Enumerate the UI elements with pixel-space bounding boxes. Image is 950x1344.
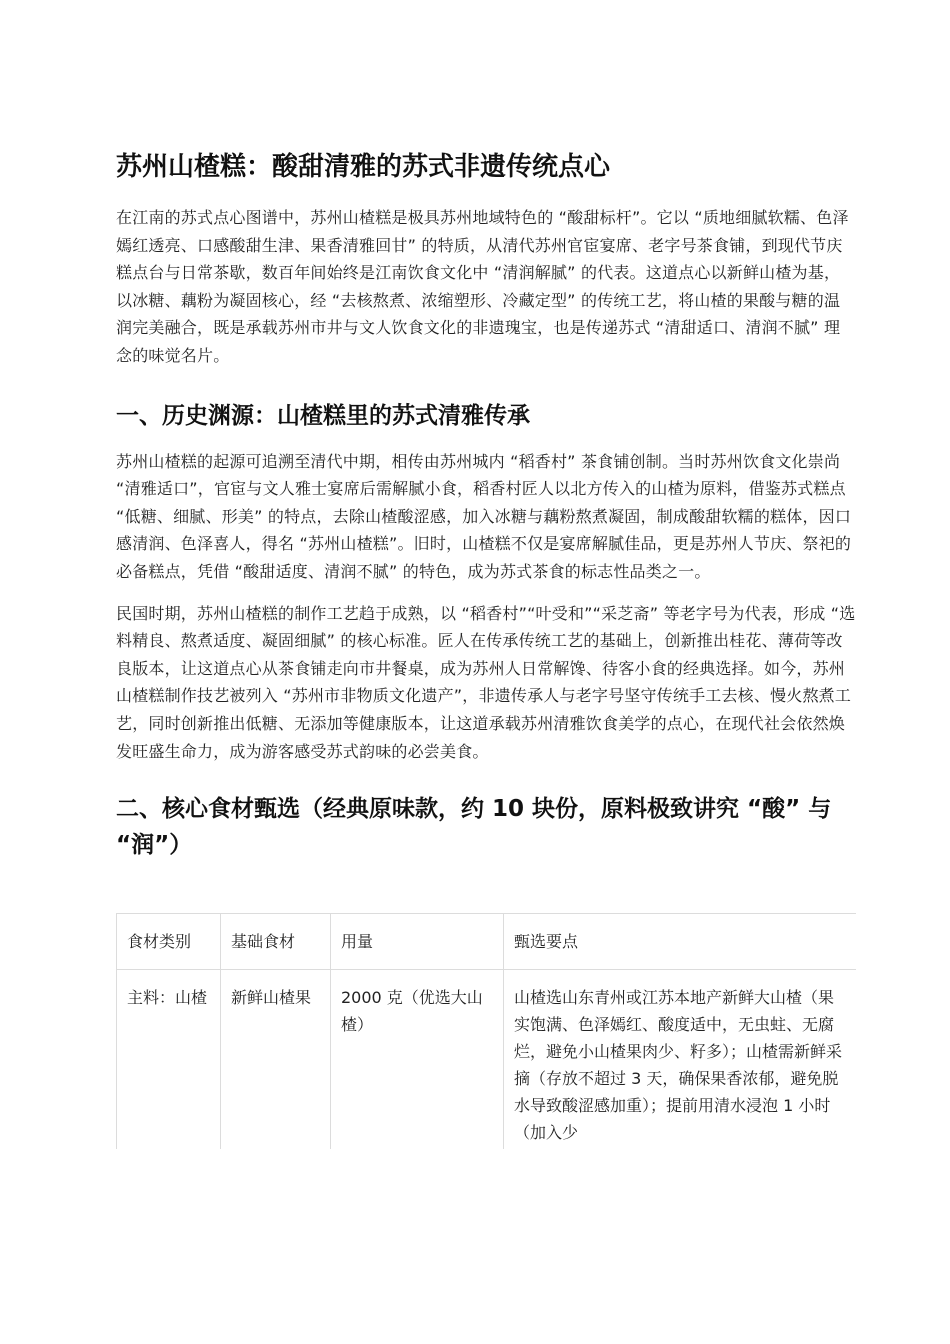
ingredients-table xyxy=(116,913,856,1149)
history-paragraph-2: 民国时期，苏州山楂糕的制作工艺趋于成熟，以 “稻香村”“叶受和”“采芝斋” 等老字号为代表，形成 “选料精良、熬煮适度、凝固细腻” 的核心标准。匠人在传承传统工艺的基础上，创新推出桂花、薄荷等改良版本，让这道点心从茶食铺走向市井餐桌，成为苏州人日常解馋、待客小食的经典选择。如今，苏州山楂糕制作技艺被列入 “苏州市非物质文化遗产”，非遗传承人与老字号坚守传统手工去核、慢火熬煮工艺，同时创新推出低糖、无添加等健康版本，让这道承载苏州清雅饮食美学的点心，在现代社会依然焕发旺盛生命力，成为游客感受苏式韵味的必尝美食。 xyxy=(116,603,856,761)
ingredients-table-wrapper xyxy=(116,913,856,1149)
table-row xyxy=(117,970,857,1150)
history-paragraph-1: 苏州山楂糕的起源可追溯至清代中期，相传由苏州城内 “稻香村” 茶食铺创制。当时苏州饮食文化崇尚 “清雅适口”，官宦与文人雅士宴席后需解腻小食，稻香村匠人以北方传入的山楂为原料，借鉴苏式糕点 “低糖、细腻、形美” 的特点，去除山楂酸涩感，加入冰糖与藕粉熬煮凝固，制成酸甜软糯的糕体，因口感清润、色泽喜人，得名 “苏州山楂糕”。旧时，山楂糕不仅是宴席解腻佳品，更是苏州人节庆、祭祀的必备糕点，凭借 “酸甜适度、清润不腻” 的特色，成为苏式茶食的标志性品类之一。 xyxy=(116,451,852,581)
cell-notes: 山楂选山东青州或江苏本地产新鲜大山楂（果实饱满、色泽嫣红、酸度适中，无虫蛀、无腐烂，避免小山楂果肉少、籽多）；山楂需新鲜采摘（存放不超过 3 天，确保果香浓郁，避免脱水导致酸涩感加重）；提前用清水浸泡 1 小时（加入少 xyxy=(504,970,857,1150)
section-heading-history: 一、历史渊源：山楂糕里的苏式清雅传承 xyxy=(116,402,530,429)
page-title: 苏州山楂糕：酸甜清雅的苏式非遗传统点心 xyxy=(116,152,611,182)
cell-ingredient: 新鲜山楂果 xyxy=(221,970,331,1150)
header-amount: 用量 xyxy=(331,914,504,970)
cell-category: 主料：山楂 xyxy=(117,970,221,1150)
article-body xyxy=(116,150,856,1149)
header-category: 食材类别 xyxy=(117,914,221,970)
intro-paragraph: 在江南的苏式点心图谱中，苏州山楂糕是极具苏州地域特色的 “酸甜标杆”。它以 “质地细腻软糯、色泽嫣红透亮、口感酸甜生津、果香清雅回甘” 的特质，从清代苏州官宦宴席、老字号茶食铺，到现代节庆糕点台与日常茶歇，数百年间始终是江南饮食文化中 “清润解腻” 的代表。这道点心以新鲜山楂为基，以冰糖、藕粉为凝固核心，经 “去核熬煮、浓缩塑形、冷藏定型” 的传统工艺，将山楂的果酸与糖的温润完美融合，既是承载苏州市井与文人饮食文化的非遗瑰宝，也是传递苏式 “清甜适口、清润不腻” 理念的味觉名片。 xyxy=(116,208,849,365)
header-ingredient: 基础食材 xyxy=(221,914,331,970)
header-notes: 甄选要点 xyxy=(504,914,857,970)
table-header-row xyxy=(117,914,857,970)
section-heading-ingredients: 二、核心食材甄选（经典原味款，约 10 块份，原料极致讲究 “酸” 与 “润”） xyxy=(116,796,832,859)
cell-amount: 2000 克（优选大山楂） xyxy=(331,970,504,1150)
